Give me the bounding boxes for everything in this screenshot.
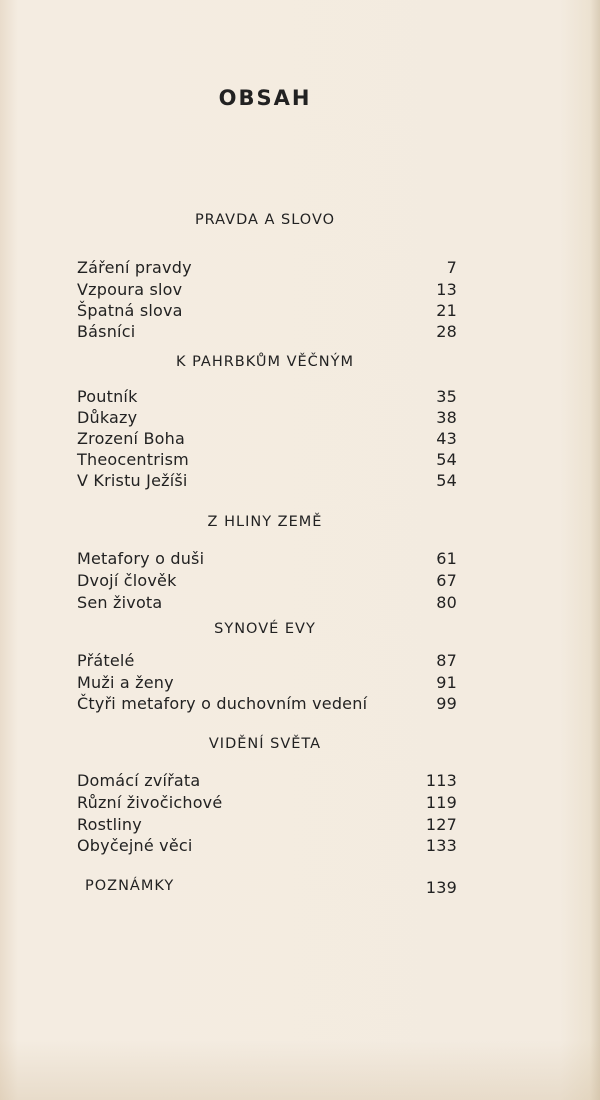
toc-entry-page: 54 <box>436 450 457 469</box>
toc-entry-label: Obyčejné věci <box>77 836 193 855</box>
toc-entry-page: 13 <box>436 280 457 299</box>
toc-entry <box>77 771 457 793</box>
toc-entry <box>77 471 457 493</box>
toc-entry-page: 119 <box>425 793 457 812</box>
toc-entry-label: Domácí zvířata <box>77 771 201 790</box>
toc-entry-page: 35 <box>436 387 457 406</box>
toc-entry <box>77 387 457 409</box>
toc-entry <box>77 280 457 302</box>
page-bottom-tone <box>0 1040 600 1100</box>
toc-entry <box>77 301 457 323</box>
toc-entry-page: 54 <box>436 471 457 490</box>
toc-entry <box>77 815 457 837</box>
toc-entry-label: Theocentrism <box>77 450 189 469</box>
toc-entry <box>77 549 457 571</box>
toc-entry-label: Špatná slova <box>77 301 183 320</box>
toc-entry-page: 80 <box>436 593 457 612</box>
toc-entry <box>77 429 457 451</box>
toc-entry <box>77 593 457 615</box>
toc-entry-label: Poutník <box>77 387 138 406</box>
toc-entry-label: Přátelé <box>77 651 135 670</box>
toc-entry-label: V Kristu Ježíši <box>77 471 188 490</box>
toc-entry-page: 21 <box>436 301 457 320</box>
toc-entry <box>77 651 457 673</box>
toc-entry-page: 38 <box>436 408 457 427</box>
page-edge-shadow <box>590 0 600 1100</box>
toc-entry <box>77 322 457 344</box>
toc-entry-page: 61 <box>436 549 457 568</box>
section-heading: Z HLINY ZEMĚ <box>207 514 323 530</box>
toc-entry-label: Muži a ženy <box>77 673 174 692</box>
toc-entry <box>77 694 457 716</box>
toc-entry-page: 28 <box>436 322 457 341</box>
notes-page: 139 <box>425 878 457 897</box>
toc-entry-page: 87 <box>436 651 457 670</box>
section-heading: VIDĚNÍ SVĚTA <box>208 736 322 752</box>
toc-entry-label: Čtyři metafory o duchovním vedení <box>77 694 368 713</box>
toc-entry <box>77 450 457 472</box>
toc-entry-page: 99 <box>436 694 457 713</box>
toc-entry-label: Dvojí člověk <box>77 571 177 590</box>
toc-entry-label: Rostliny <box>77 815 142 834</box>
page-title: OBSAH <box>218 86 312 110</box>
toc-entry-label: Metafory o duši <box>77 549 205 568</box>
toc-entry-page: 113 <box>425 771 457 790</box>
toc-entry-label: Důkazy <box>77 408 138 427</box>
section-heading: K PAHRBKŮM VĚČNÝM <box>175 354 355 370</box>
toc-entry-page: 43 <box>436 429 457 448</box>
toc-entry <box>77 258 457 280</box>
toc-entry <box>77 571 457 593</box>
toc-entry <box>77 793 457 815</box>
toc-entry <box>77 836 457 858</box>
toc-entry-label: Básníci <box>77 322 136 341</box>
toc-entry-label: Zrození Boha <box>77 429 186 448</box>
toc-entry-page: 133 <box>425 836 457 855</box>
section-heading: SYNOVÉ EVY <box>214 621 316 637</box>
toc-entry-notes <box>85 878 457 897</box>
toc-entry-label: Vzpoura slov <box>77 280 183 299</box>
toc-entry-label: Sen života <box>77 593 163 612</box>
toc-entry-page: 91 <box>436 673 457 692</box>
section-heading: PRAVDA A SLOVO <box>194 212 336 228</box>
toc-entry-label: Různí živočichové <box>77 793 223 812</box>
toc-entry-page: 7 <box>446 258 457 277</box>
toc-entry <box>77 673 457 695</box>
toc-entry <box>77 408 457 430</box>
notes-label: POZNÁMKY <box>85 878 175 894</box>
toc-entry-label: Záření pravdy <box>77 258 192 277</box>
toc-entry-page: 67 <box>436 571 457 590</box>
toc-entry-page: 127 <box>425 815 457 834</box>
